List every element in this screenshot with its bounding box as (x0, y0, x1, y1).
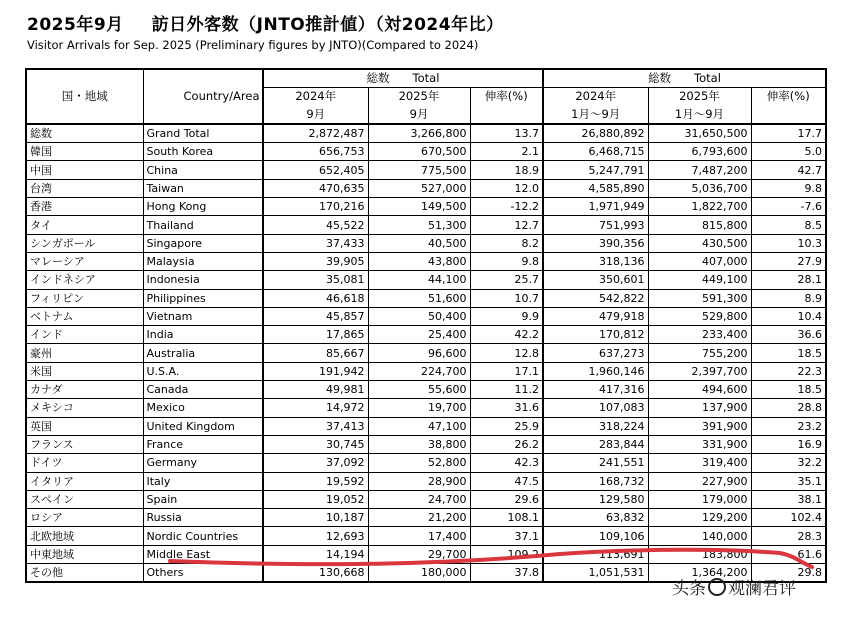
table-row (26, 307, 826, 325)
header-2025-sep-year: 2025年 (368, 88, 470, 106)
cell-region-en: Thailand (143, 216, 263, 234)
cell-ytd-2024: 26,880,892 (543, 124, 648, 143)
table-row (26, 179, 826, 197)
cell-sep-2025: 224,700 (368, 362, 470, 380)
cell-growth-monthly: 18.9 (470, 161, 543, 179)
cell-ytd-2025: 494,600 (648, 381, 751, 399)
cell-growth-monthly: 9.8 (470, 252, 543, 270)
cell-ytd-2025: 430,500 (648, 234, 751, 252)
cell-sep-2024: 470,635 (263, 179, 368, 197)
cell-region-en: Nordic Countries (143, 527, 263, 545)
cell-region-en: Taiwan (143, 179, 263, 197)
table-row (26, 509, 826, 527)
cell-growth-monthly: 26.2 (470, 435, 543, 453)
table-row (26, 344, 826, 362)
cell-growth-monthly: 25.7 (470, 271, 543, 289)
cell-ytd-2025: 179,000 (648, 490, 751, 508)
header-group-monthly: 総数 Total (263, 69, 543, 88)
table-row (26, 527, 826, 545)
cell-sep-2025: 29,700 (368, 545, 470, 563)
watermark-brand: 头条 (672, 579, 706, 599)
cell-growth-ytd: 38.1 (751, 490, 826, 508)
cell-ytd-2024: 283,844 (543, 435, 648, 453)
cell-growth-ytd: 28.3 (751, 527, 826, 545)
cell-region-jp: 豪州 (26, 344, 143, 362)
cell-sep-2025: 3,266,800 (368, 124, 470, 143)
table-row (26, 198, 826, 216)
cell-growth-monthly: 12.8 (470, 344, 543, 362)
cell-sep-2025: 96,600 (368, 344, 470, 362)
cell-sep-2025: 149,500 (368, 198, 470, 216)
header-2024-ytd-year: 2024年 (543, 88, 648, 106)
cell-ytd-2024: 1,051,531 (543, 564, 648, 583)
cell-sep-2024: 45,522 (263, 216, 368, 234)
table-row (26, 271, 826, 289)
cell-sep-2025: 28,900 (368, 472, 470, 490)
cell-ytd-2024: 318,224 (543, 417, 648, 435)
cell-ytd-2025: 7,487,200 (648, 161, 751, 179)
cell-region-en: Others (143, 564, 263, 583)
cell-ytd-2025: 755,200 (648, 344, 751, 362)
cell-region-en: Middle East (143, 545, 263, 563)
cell-ytd-2024: 4,585,890 (543, 179, 648, 197)
cell-sep-2025: 24,700 (368, 490, 470, 508)
table-row (26, 472, 826, 490)
cell-growth-ytd: 102.4 (751, 509, 826, 527)
table-row (26, 216, 826, 234)
cell-growth-monthly: 17.1 (470, 362, 543, 380)
cell-ytd-2024: 390,356 (543, 234, 648, 252)
cell-growth-monthly: 109.2 (470, 545, 543, 563)
cell-growth-ytd: 22.3 (751, 362, 826, 380)
table-row (26, 381, 826, 399)
cell-growth-monthly: 42.3 (470, 454, 543, 472)
cell-growth-ytd: 42.7 (751, 161, 826, 179)
cell-ytd-2025: 129,200 (648, 509, 751, 527)
cell-ytd-2025: 5,036,700 (648, 179, 751, 197)
table-row (26, 289, 826, 307)
cell-ytd-2024: 637,273 (543, 344, 648, 362)
header-2024-ytd-month: 1月～9月 (543, 106, 648, 124)
cell-sep-2025: 21,200 (368, 509, 470, 527)
cell-region-jp: 総数 (26, 124, 143, 143)
cell-sep-2024: 46,618 (263, 289, 368, 307)
cell-growth-ytd: 36.6 (751, 326, 826, 344)
cell-sep-2024: 10,187 (263, 509, 368, 527)
cell-region-jp: 香港 (26, 198, 143, 216)
cell-region-jp: シンガポール (26, 234, 143, 252)
cell-growth-monthly: 9.9 (470, 307, 543, 325)
cell-sep-2025: 40,500 (368, 234, 470, 252)
cell-ytd-2025: 2,397,700 (648, 362, 751, 380)
cell-sep-2024: 19,052 (263, 490, 368, 508)
cell-region-en: U.S.A. (143, 362, 263, 380)
cell-ytd-2025: 31,650,500 (648, 124, 751, 143)
cell-growth-monthly: 47.5 (470, 472, 543, 490)
cell-growth-ytd: 27.9 (751, 252, 826, 270)
cell-growth-monthly: 12.7 (470, 216, 543, 234)
cell-sep-2025: 670,500 (368, 143, 470, 161)
cell-region-en: Grand Total (143, 124, 263, 143)
cell-sep-2025: 52,800 (368, 454, 470, 472)
cell-sep-2025: 43,800 (368, 252, 470, 270)
cell-region-jp: フランス (26, 435, 143, 453)
cell-growth-monthly: -12.2 (470, 198, 543, 216)
cell-ytd-2024: 109,106 (543, 527, 648, 545)
header-region-jp: 国・地域 (26, 69, 143, 124)
cell-growth-monthly: 25.9 (470, 417, 543, 435)
cell-ytd-2025: 1,364,200 (648, 564, 751, 583)
cell-growth-ytd: 28.1 (751, 271, 826, 289)
cell-sep-2024: 2,872,487 (263, 124, 368, 143)
cell-ytd-2024: 479,918 (543, 307, 648, 325)
cell-sep-2025: 55,600 (368, 381, 470, 399)
cell-sep-2024: 14,972 (263, 399, 368, 417)
cell-growth-ytd: 35.1 (751, 472, 826, 490)
cell-growth-monthly: 13.7 (470, 124, 543, 143)
cell-sep-2025: 25,400 (368, 326, 470, 344)
cell-region-jp: インドネシア (26, 271, 143, 289)
cell-ytd-2024: 113,691 (543, 545, 648, 563)
table-row (26, 124, 826, 143)
cell-growth-ytd: 9.8 (751, 179, 826, 197)
cell-ytd-2025: 1,822,700 (648, 198, 751, 216)
cell-growth-ytd: 8.9 (751, 289, 826, 307)
cell-ytd-2025: 407,000 (648, 252, 751, 270)
cell-sep-2024: 49,981 (263, 381, 368, 399)
cell-region-en: Indonesia (143, 271, 263, 289)
cell-growth-ytd: 61.6 (751, 545, 826, 563)
cell-region-en: Singapore (143, 234, 263, 252)
header-2024-sep-year: 2024年 (263, 88, 368, 106)
table-row (26, 161, 826, 179)
cell-growth-ytd: 18.5 (751, 344, 826, 362)
cell-region-en: Hong Kong (143, 198, 263, 216)
cell-region-en: South Korea (143, 143, 263, 161)
cell-region-jp: 韓国 (26, 143, 143, 161)
page-subtitle: Visitor Arrivals for Sep. 2025 (Preliminary figures by JNTO)(Compared to 2024) (27, 38, 479, 52)
cell-ytd-2025: 391,900 (648, 417, 751, 435)
cell-ytd-2025: 331,900 (648, 435, 751, 453)
cell-growth-ytd: 8.5 (751, 216, 826, 234)
header-region-en: Country/Area (143, 69, 263, 124)
cell-region-en: Mexico (143, 399, 263, 417)
cell-growth-monthly: 108.1 (470, 509, 543, 527)
cell-sep-2025: 51,300 (368, 216, 470, 234)
cell-sep-2025: 527,000 (368, 179, 470, 197)
cell-region-jp: インド (26, 326, 143, 344)
cell-sep-2024: 19,592 (263, 472, 368, 490)
cell-region-jp: カナダ (26, 381, 143, 399)
cell-region-en: United Kingdom (143, 417, 263, 435)
cell-growth-monthly: 2.1 (470, 143, 543, 161)
cell-ytd-2025: 319,400 (648, 454, 751, 472)
cell-region-jp: 台湾 (26, 179, 143, 197)
cell-growth-ytd: 18.5 (751, 381, 826, 399)
cell-sep-2024: 45,857 (263, 307, 368, 325)
cell-growth-ytd: 28.8 (751, 399, 826, 417)
cell-ytd-2025: 815,800 (648, 216, 751, 234)
cell-region-jp: イタリア (26, 472, 143, 490)
cell-ytd-2025: 183,800 (648, 545, 751, 563)
cell-region-en: Canada (143, 381, 263, 399)
cell-growth-monthly: 37.1 (470, 527, 543, 545)
cell-region-en: Vietnam (143, 307, 263, 325)
title-main: 訪日外客数（JNTO推計値）（対2024年比） (151, 15, 504, 35)
cell-region-jp: 英国 (26, 417, 143, 435)
cell-ytd-2025: 591,300 (648, 289, 751, 307)
cell-ytd-2024: 63,832 (543, 509, 648, 527)
cell-region-jp: 中東地域 (26, 545, 143, 563)
header-group-ytd: 総数 Total (543, 69, 826, 88)
cell-sep-2024: 12,693 (263, 527, 368, 545)
cell-region-jp: 中国 (26, 161, 143, 179)
cell-region-en: India (143, 326, 263, 344)
cell-ytd-2024: 542,822 (543, 289, 648, 307)
cell-sep-2025: 50,400 (368, 307, 470, 325)
cell-sep-2025: 775,500 (368, 161, 470, 179)
cell-sep-2024: 39,905 (263, 252, 368, 270)
cell-sep-2024: 17,865 (263, 326, 368, 344)
cell-sep-2025: 180,000 (368, 564, 470, 583)
table-row (26, 545, 826, 563)
cell-sep-2024: 652,405 (263, 161, 368, 179)
cell-region-jp: その他 (26, 564, 143, 583)
table-row (26, 143, 826, 161)
cell-ytd-2025: 529,800 (648, 307, 751, 325)
cell-ytd-2024: 318,136 (543, 252, 648, 270)
cell-growth-monthly: 12.0 (470, 179, 543, 197)
cell-sep-2025: 38,800 (368, 435, 470, 453)
title-month: 2025年9月 (27, 15, 124, 35)
cell-ytd-2025: 227,900 (648, 472, 751, 490)
cell-region-jp: 北欧地域 (26, 527, 143, 545)
cell-sep-2024: 37,433 (263, 234, 368, 252)
cell-sep-2024: 30,745 (263, 435, 368, 453)
cell-growth-monthly: 42.2 (470, 326, 543, 344)
cell-region-jp: スペイン (26, 490, 143, 508)
table-row (26, 326, 826, 344)
table-row (26, 252, 826, 270)
cell-ytd-2024: 350,601 (543, 271, 648, 289)
cell-region-en: Russia (143, 509, 263, 527)
cell-sep-2024: 170,216 (263, 198, 368, 216)
visitor-arrivals-table (25, 68, 827, 583)
cell-sep-2024: 191,942 (263, 362, 368, 380)
cell-ytd-2025: 137,900 (648, 399, 751, 417)
cell-sep-2024: 35,081 (263, 271, 368, 289)
cell-sep-2024: 130,668 (263, 564, 368, 583)
cell-growth-ytd: 10.4 (751, 307, 826, 325)
cell-growth-ytd: 10.3 (751, 234, 826, 252)
cell-region-jp: フィリピン (26, 289, 143, 307)
cell-region-en: Philippines (143, 289, 263, 307)
cell-sep-2025: 51,600 (368, 289, 470, 307)
header-2024-sep-month: 9月 (263, 106, 368, 124)
cell-ytd-2024: 170,812 (543, 326, 648, 344)
cell-region-en: China (143, 161, 263, 179)
cell-region-en: France (143, 435, 263, 453)
cell-region-jp: ドイツ (26, 454, 143, 472)
cell-region-en: Australia (143, 344, 263, 362)
cell-sep-2025: 17,400 (368, 527, 470, 545)
cell-ytd-2024: 129,580 (543, 490, 648, 508)
cell-ytd-2025: 449,100 (648, 271, 751, 289)
cell-ytd-2024: 241,551 (543, 454, 648, 472)
watermark-logo-icon (708, 578, 726, 596)
header-2025-ytd-month: 1月～9月 (648, 106, 751, 124)
cell-sep-2025: 19,700 (368, 399, 470, 417)
header-growth-monthly: 伸率(%) (470, 88, 543, 124)
cell-sep-2024: 656,753 (263, 143, 368, 161)
cell-growth-monthly: 37.8 (470, 564, 543, 583)
cell-sep-2025: 47,100 (368, 417, 470, 435)
cell-region-jp: マレーシア (26, 252, 143, 270)
cell-growth-ytd: 5.0 (751, 143, 826, 161)
cell-ytd-2024: 6,468,715 (543, 143, 648, 161)
cell-growth-monthly: 10.7 (470, 289, 543, 307)
cell-growth-monthly: 11.2 (470, 381, 543, 399)
cell-region-en: Spain (143, 490, 263, 508)
cell-growth-ytd: 17.7 (751, 124, 826, 143)
cell-ytd-2024: 1,960,146 (543, 362, 648, 380)
cell-sep-2025: 44,100 (368, 271, 470, 289)
cell-region-en: Italy (143, 472, 263, 490)
cell-region-en: Germany (143, 454, 263, 472)
table-row (26, 417, 826, 435)
cell-growth-ytd: 16.9 (751, 435, 826, 453)
cell-ytd-2024: 1,971,949 (543, 198, 648, 216)
cell-ytd-2024: 5,247,791 (543, 161, 648, 179)
table-body (26, 124, 826, 582)
cell-ytd-2024: 107,083 (543, 399, 648, 417)
cell-ytd-2024: 417,316 (543, 381, 648, 399)
table-header (26, 69, 826, 124)
watermark (672, 574, 796, 599)
cell-growth-monthly: 31.6 (470, 399, 543, 417)
cell-growth-ytd: 23.2 (751, 417, 826, 435)
cell-growth-ytd: -7.6 (751, 198, 826, 216)
cell-sep-2024: 85,667 (263, 344, 368, 362)
cell-region-jp: タイ (26, 216, 143, 234)
cell-region-en: Malaysia (143, 252, 263, 270)
table-row (26, 435, 826, 453)
header-growth-ytd: 伸率(%) (751, 88, 826, 124)
cell-region-jp: ベトナム (26, 307, 143, 325)
cell-growth-ytd: 29.8 (751, 564, 826, 583)
cell-ytd-2024: 751,993 (543, 216, 648, 234)
cell-ytd-2025: 233,400 (648, 326, 751, 344)
watermark-author: 观澜君评 (728, 579, 796, 599)
cell-region-jp: ロシア (26, 509, 143, 527)
page-title (27, 10, 504, 35)
table-row (26, 490, 826, 508)
cell-ytd-2024: 168,732 (543, 472, 648, 490)
cell-sep-2024: 37,413 (263, 417, 368, 435)
cell-growth-monthly: 8.2 (470, 234, 543, 252)
table-row (26, 362, 826, 380)
table-row (26, 454, 826, 472)
cell-region-jp: 米国 (26, 362, 143, 380)
cell-region-jp: メキシコ (26, 399, 143, 417)
table-row (26, 234, 826, 252)
table-row (26, 399, 826, 417)
cell-ytd-2025: 140,000 (648, 527, 751, 545)
header-2025-ytd-year: 2025年 (648, 88, 751, 106)
cell-growth-ytd: 32.2 (751, 454, 826, 472)
cell-sep-2024: 14,194 (263, 545, 368, 563)
cell-ytd-2025: 6,793,600 (648, 143, 751, 161)
cell-sep-2024: 37,092 (263, 454, 368, 472)
cell-growth-monthly: 29.6 (470, 490, 543, 508)
header-2025-sep-month: 9月 (368, 106, 470, 124)
